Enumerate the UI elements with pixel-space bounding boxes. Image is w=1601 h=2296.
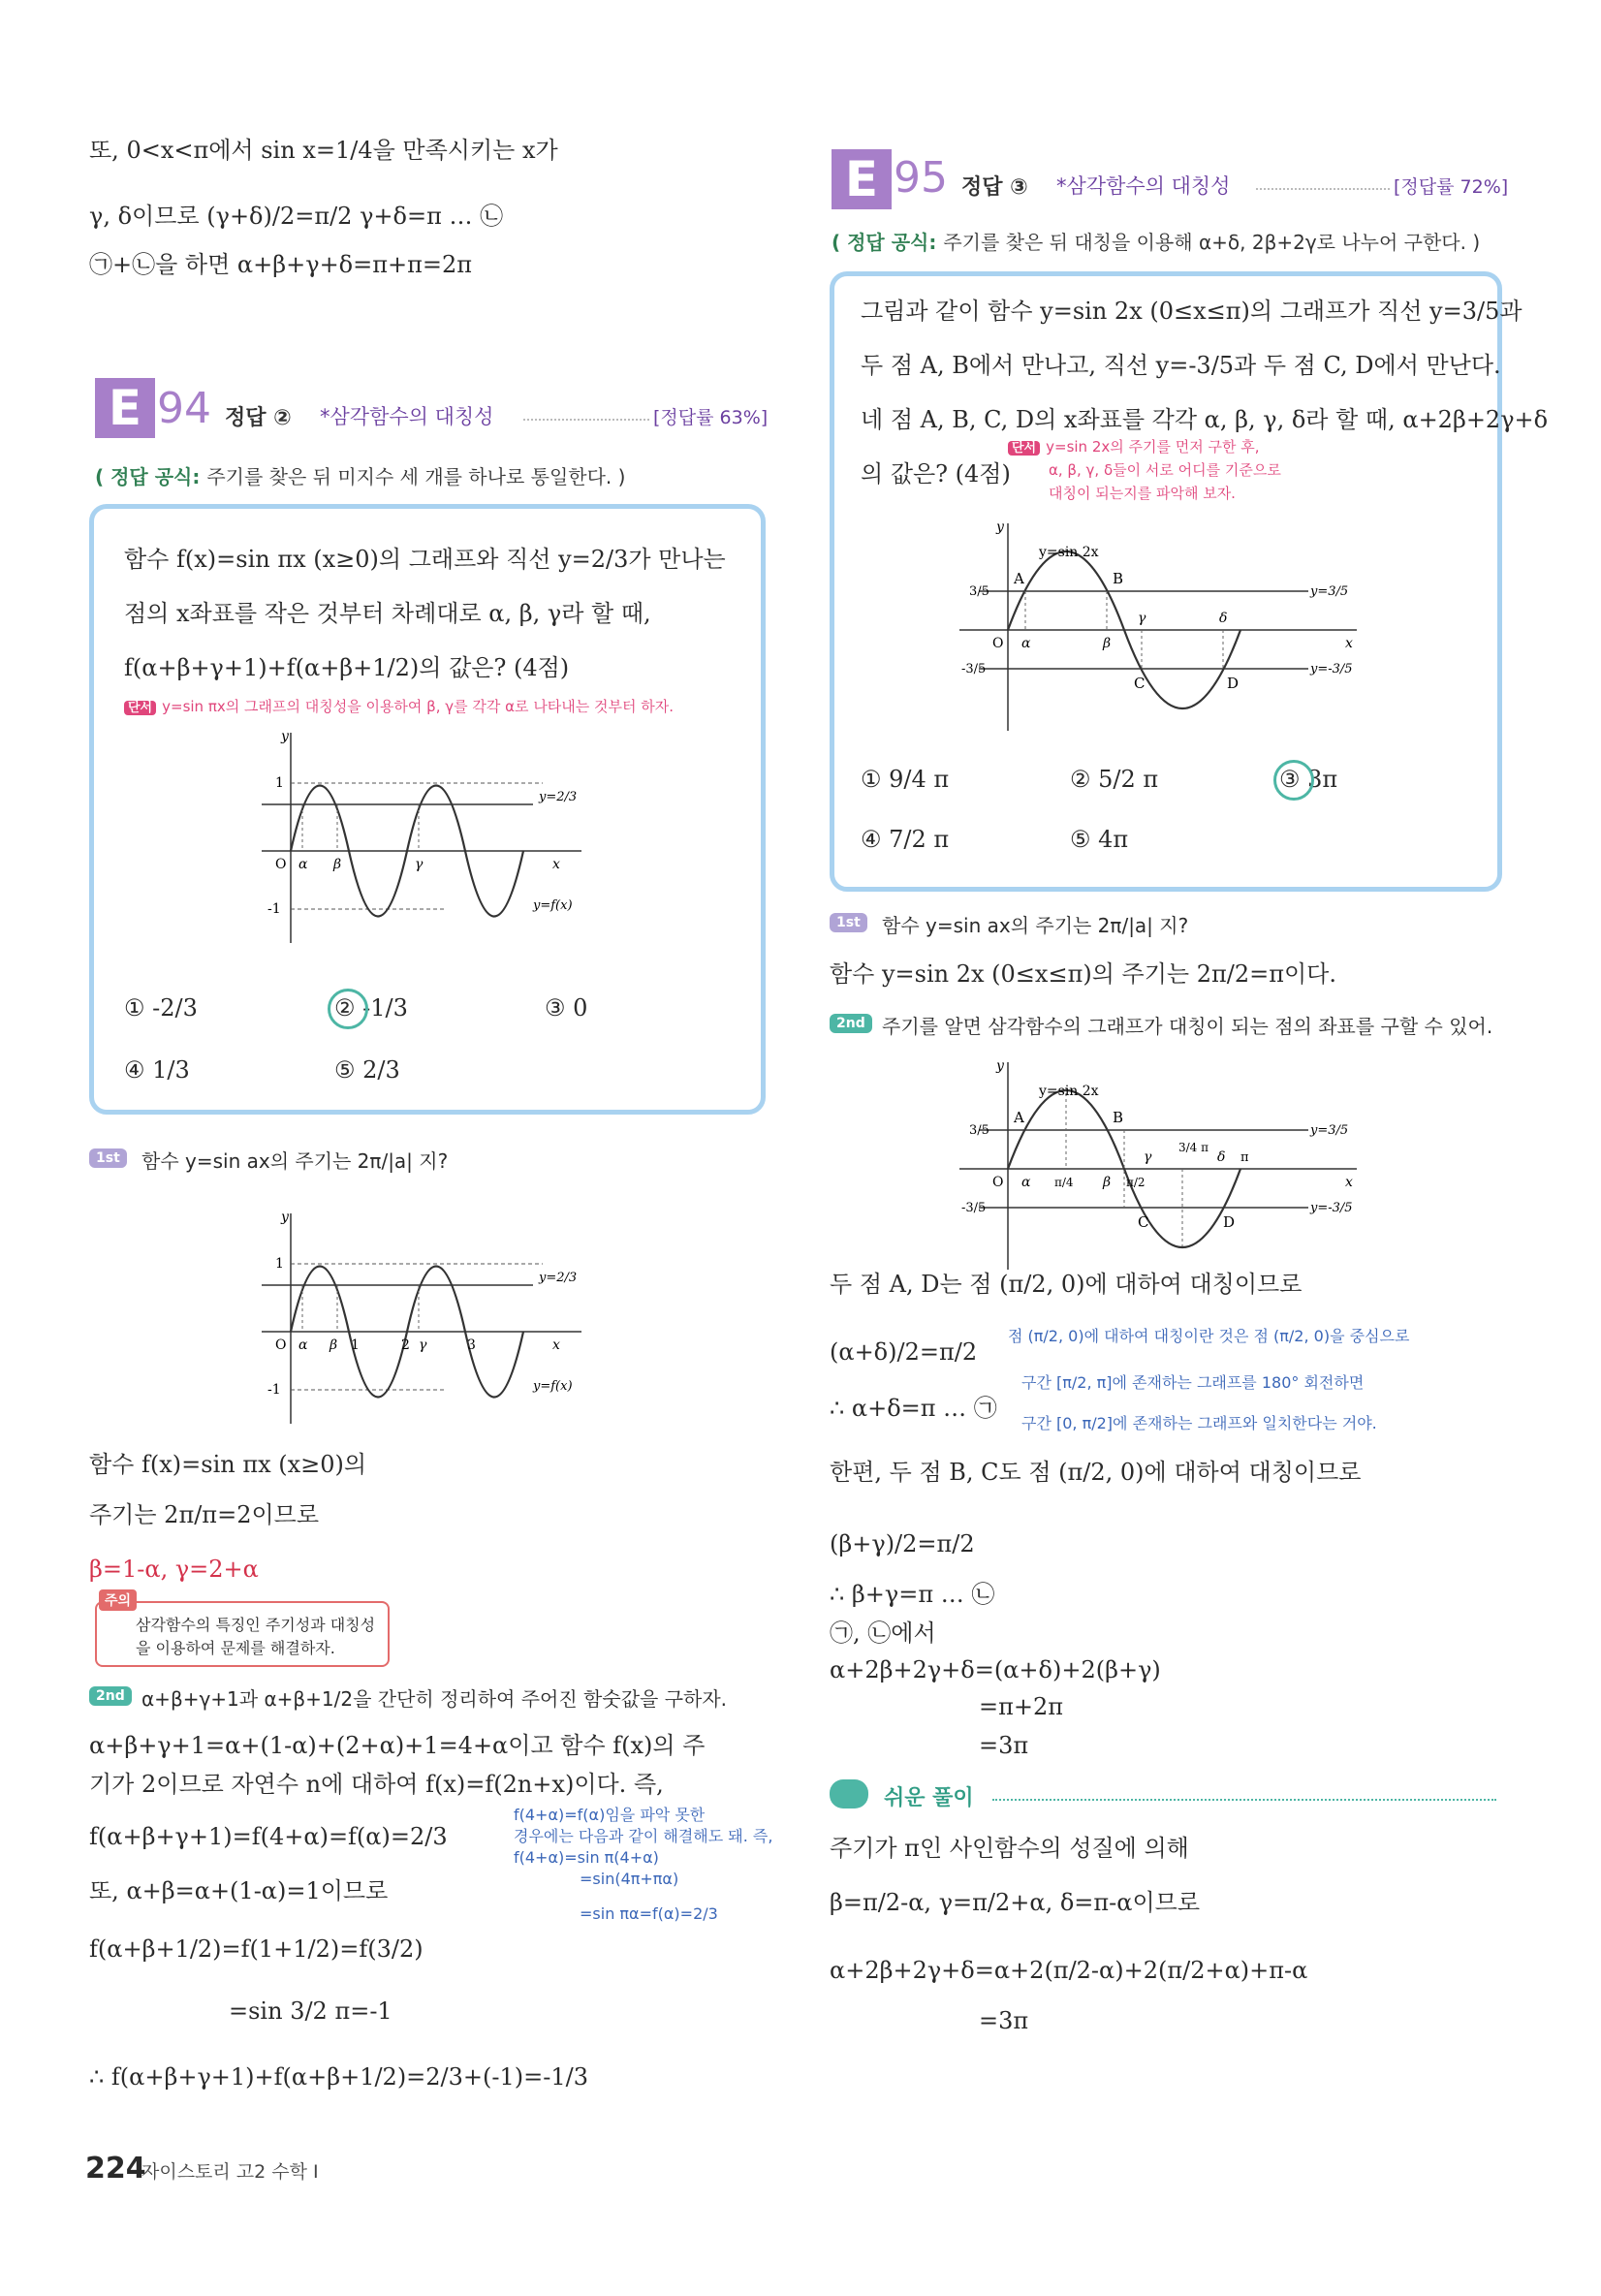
label-tick-1: 1 (351, 1337, 360, 1353)
label-origin: O (275, 1337, 287, 1353)
problem-95-letter: E (832, 149, 892, 209)
label-x: x (552, 857, 560, 872)
left-top-line2: γ, δ이므로 (γ+δ)/2=π/2 γ+δ=π … ㉡ (89, 203, 504, 230)
label-D: D (1223, 1213, 1236, 1231)
solution-94-s4: α+β+γ+1=α+(1-α)+(2+α)+1=4+α이고 함수 f(x)의 주 (89, 1732, 706, 1759)
page-number: 224 (85, 2152, 146, 2186)
caution-label: 주의 (99, 1589, 137, 1611)
problem-95-q2: 두 점 A, B에서 만나고, 직선 y=-3/5과 두 점 C, D에서 만난다. (861, 352, 1501, 379)
solution-95-s10: =π+2π (979, 1693, 1064, 1720)
label-quarter-pi: π/4 (1054, 1176, 1074, 1189)
correct-answer-mark-95 (1273, 760, 1314, 801)
problem-94-solution-graph (252, 1206, 620, 1429)
solution-94-s8: f(α+β+1/2)=f(1+1/2)=f(3/2) (89, 1935, 424, 1963)
label-x: x (1345, 1175, 1353, 1190)
formula-text: 주기를 찾은 뒤 미지수 세 개를 하나로 통일한다. ) (206, 465, 626, 488)
label-line: y=2/3 (539, 1271, 578, 1285)
solution-95-s1: 함수 y=sin 2x (0≤x≤π)의 주기는 2π/2=π이다. (830, 960, 1336, 988)
solution-95-s9: α+2β+2γ+δ=(α+δ)+2(β+γ) (830, 1656, 1161, 1683)
problem-94-answer: 정답 ② (225, 406, 292, 430)
hint-label: 단서 (124, 701, 156, 715)
problem-95-choice-2[interactable]: ② 5/2 π (1070, 766, 1159, 793)
label-one: 1 (275, 775, 284, 791)
solution-94-s3: β=1-α, γ=2+α (89, 1556, 259, 1583)
problem-94-step1: 함수 y=sin ax의 주기는 2π/|a| 지? (141, 1149, 449, 1173)
problem-94-hint (124, 696, 674, 716)
solution-95-s3: (α+δ)/2=π/2 (830, 1338, 978, 1366)
label-gamma: γ (1144, 1149, 1152, 1165)
problem-94-q2: 점의 x좌표를 작은 것부터 차례대로 α, β, γ라 할 때, (124, 600, 651, 627)
label-minus-three-fifths: -3/5 (961, 662, 987, 676)
label-origin: O (275, 857, 287, 872)
problem-94-rate: [정답률 63%] (653, 407, 769, 428)
label-pi: π (1240, 1150, 1249, 1165)
label-gamma: γ (419, 1337, 427, 1353)
solution-94-s7: 또, α+β=α+(1-α)=1이므로 (89, 1877, 389, 1904)
formula-label: ( 정답 공식: (95, 465, 201, 488)
easy-solution-e2: β=π/2-α, γ=π/2+α, δ=π-α이므로 (830, 1889, 1201, 1916)
solution-95-s6: (β+γ)/2=π/2 (830, 1530, 975, 1557)
solution-94-note-5: =sin πα=f(α)=2/3 (580, 1904, 718, 1923)
problem-95-solution-graph (950, 1054, 1376, 1277)
problem-94-choice-4[interactable]: ④ 1/3 (124, 1056, 190, 1084)
label-line-bottom: y=-3/5 (1310, 662, 1353, 676)
label-x: x (1345, 636, 1353, 651)
problem-94-choice-1[interactable]: ① -2/3 (124, 994, 198, 1022)
label-delta: δ (1219, 611, 1228, 626)
label-x: x (552, 1337, 560, 1353)
label-three-fifths: 3/5 (969, 584, 989, 599)
book-title: 자이스토리 고2 수학 I (141, 2161, 319, 2183)
problem-95-q1: 그림과 같이 함수 y=sin 2x (0≤x≤π)의 그래프가 직선 y=3/5과 (861, 298, 1523, 325)
label-tick-2: 2 (401, 1337, 410, 1353)
problem-95-choice-1[interactable]: ① 9/4 π (861, 766, 950, 793)
problem-95-graph (950, 516, 1376, 739)
hint-label: 단서 (1008, 441, 1040, 456)
label-beta: β (333, 857, 342, 872)
label-beta: β (330, 1337, 338, 1353)
problem-94-q1: 함수 f(x)=sin πx (x≥0)의 그래프와 직선 y=2/3가 만나는 (124, 546, 726, 573)
formula-text: 주기를 찾은 뒤 대칭을 이용해 α+δ, 2β+2γ로 나누어 구한다. ) (943, 231, 1481, 254)
solution-95-s7: ∴ β+γ=π … ㉡ (830, 1581, 995, 1608)
label-line: y=2/3 (539, 790, 578, 804)
solution-94-note-1: f(4+α)=f(α)임을 파악 못한 (514, 1806, 706, 1824)
problem-95-answer: 정답 ③ (961, 175, 1028, 200)
problem-95-hint-3: 대칭이 되는지를 파악해 보자. (1049, 485, 1236, 502)
solution-95-s5: 한편, 두 점 B, C도 점 (π/2, 0)에 대하여 대칭이므로 (830, 1459, 1362, 1486)
solution-94-s1: 함수 f(x)=sin πx (x≥0)의 (89, 1451, 367, 1478)
label-C: C (1138, 1213, 1149, 1231)
label-three-quarter-pi: 3/4 π (1178, 1141, 1209, 1154)
caution-text-2: 을 이용하여 문제를 해결하자. (136, 1639, 335, 1657)
label-line-top: y=3/5 (1310, 584, 1349, 599)
problem-95-step2-tag: 2nd (830, 1014, 872, 1033)
label-alpha: α (1021, 1175, 1031, 1190)
solution-95-note-2: 구간 [π/2, π]에 존재하는 그래프를 180° 회전하면 (1021, 1373, 1365, 1392)
solution-94-s2: 주기는 2π/π=2이므로 (89, 1501, 320, 1528)
problem-95-rate: [정답률 72%] (1394, 176, 1509, 198)
label-gamma: γ (415, 857, 424, 872)
solution-95-s4: ∴ α+δ=π … ㉠ (830, 1395, 997, 1422)
problem-95-hint-1 (1008, 436, 1260, 456)
problem-94-step2: α+β+γ+1과 α+β+1/2을 간단히 정리하여 주어진 함숫값을 구하자. (141, 1687, 728, 1711)
label-minus-one: -1 (267, 1382, 281, 1398)
label-beta: β (1103, 1175, 1112, 1190)
solution-94-s10: ∴ f(α+β+γ+1)+f(α+β+1/2)=2/3+(-1)=-1/3 (89, 2063, 588, 2091)
problem-95-choice-4[interactable]: ④ 7/2 π (861, 826, 950, 853)
label-y: y (996, 1058, 1004, 1074)
label-curve: y=sin 2x (1039, 1084, 1099, 1099)
left-top-line3: ㉠+㉡을 하면 α+β+γ+δ=π+π=2π (89, 251, 473, 278)
label-minus-one: -1 (267, 901, 281, 917)
problem-95-step2: 주기를 알면 삼각함수의 그래프가 대칭이 되는 점의 좌표를 구할 수 있어. (882, 1015, 1493, 1038)
problem-95-q3: 네 점 A, B, C, D의 x좌표를 각각 α, β, γ, δ라 할 때, α+2β+2γ+δ (861, 406, 1549, 433)
label-B: B (1113, 570, 1124, 587)
easy-solution-icon (830, 1779, 868, 1808)
problem-95-choice-5[interactable]: ⑤ 4π (1070, 826, 1129, 853)
caution-text-1: 삼각함수의 특징인 주기성과 대칭성 (136, 1616, 376, 1634)
solution-95-s8: ㉠, ㉡에서 (830, 1620, 936, 1647)
easy-solution-e4: =3π (979, 2007, 1029, 2034)
label-tick-3: 3 (467, 1337, 476, 1353)
problem-95-step1: 함수 y=sin ax의 주기는 2π/|a| 지? (882, 914, 1189, 937)
problem-95-hint-2: α, β, γ, δ들이 서로 어디를 기준으로 (1049, 461, 1281, 479)
label-line-bottom: y=-3/5 (1310, 1201, 1353, 1215)
problem-95-number: 95 (894, 153, 948, 203)
solution-94-s9: =sin 3/2 π=-1 (229, 1997, 392, 2025)
problem-94-number: 94 (157, 384, 211, 433)
problem-94-topic: *삼각함수의 대칭성 (320, 405, 494, 428)
easy-solution-e1: 주기가 π인 사인함수의 성질에 의해 (830, 1835, 1189, 1862)
problem-94-step1-tag: 1st (89, 1148, 127, 1168)
label-curve: y=f(x) (533, 898, 573, 913)
problem-94-choice-5[interactable]: ⑤ 2/3 (334, 1056, 400, 1084)
problem-95-choice-3[interactable]: ③ 3π (1279, 766, 1338, 793)
solution-95-note-1: 점 (π/2, 0)에 대하여 대칭이란 것은 점 (π/2, 0)을 중심으로 (1008, 1327, 1410, 1345)
problem-94-leader (523, 419, 649, 421)
label-alpha: α (1021, 636, 1031, 651)
label-minus-three-fifths: -3/5 (961, 1201, 987, 1215)
easy-solution-e3: α+2β+2γ+δ=α+2(π/2-α)+2(π/2+α)+π-α (830, 1957, 1308, 1984)
easy-solution-title: 쉬운 풀이 (884, 1786, 974, 1810)
problem-94-choice-3[interactable]: ③ 0 (545, 994, 588, 1022)
solution-95-s2: 두 점 A, D는 점 (π/2, 0)에 대하여 대칭이므로 (830, 1271, 1303, 1298)
label-three-fifths: 3/5 (969, 1123, 989, 1138)
label-C: C (1134, 675, 1146, 692)
solution-94-s5: 기가 2이므로 자연수 n에 대하여 f(x)=f(2n+x)이다. 즉, (89, 1771, 664, 1798)
label-curve: y=f(x) (533, 1379, 573, 1394)
problem-95-step1-tag: 1st (830, 913, 867, 932)
solution-94-note-4: =sin(4π+πα) (580, 1870, 679, 1888)
label-origin: O (992, 1175, 1004, 1190)
solution-94-note-3: f(4+α)=sin π(4+α) (514, 1848, 659, 1867)
label-alpha: α (298, 1337, 308, 1353)
problem-94-choice-2[interactable]: ② -1/3 (334, 994, 408, 1022)
label-A: A (1014, 570, 1024, 587)
problem-94-letter: E (95, 378, 155, 438)
solution-94-note-2: 경우에는 다음과 같이 해결해도 돼. 즉, (514, 1827, 773, 1845)
hint-text: y=sin πx의 그래프의 대칭성을 이용하여 β, γ를 각각 α로 나타내는 것부터 하자. (162, 698, 675, 715)
problem-94-q3: f(α+β+γ+1)+f(α+β+1/2)의 값은? (4점) (124, 654, 570, 681)
problem-94-step2-tag: 2nd (89, 1686, 132, 1706)
solution-95-s11: =3π (979, 1732, 1029, 1759)
label-gamma: γ (1138, 611, 1146, 626)
label-beta: β (1103, 636, 1112, 651)
problem-94-formula (95, 461, 625, 489)
solution-94-s6: f(α+β+γ+1)=f(4+α)=f(α)=2/3 (89, 1823, 448, 1850)
label-curve: y=sin 2x (1039, 545, 1099, 560)
label-A: A (1014, 1109, 1024, 1126)
label-alpha: α (298, 857, 308, 872)
label-one: 1 (275, 1256, 284, 1272)
label-line-top: y=3/5 (1310, 1123, 1349, 1138)
problem-95-q4: 의 값은? (4점) (861, 460, 1011, 488)
easy-solution-wave (992, 1799, 1496, 1801)
label-y: y (281, 729, 289, 744)
label-y: y (281, 1210, 289, 1225)
label-origin: O (992, 636, 1004, 651)
problem-95-formula (832, 227, 1480, 255)
label-D: D (1227, 675, 1240, 692)
correct-answer-mark-94 (328, 989, 368, 1029)
label-half-pi: π/2 (1126, 1176, 1146, 1189)
solution-95-note-3: 구간 [0, π/2]에 존재하는 그래프와 일치한다는 거야. (1021, 1414, 1377, 1432)
hint-text-1: y=sin 2x의 주기를 먼저 구한 후, (1046, 438, 1260, 456)
problem-95-leader (1256, 188, 1390, 190)
label-delta: δ (1217, 1149, 1226, 1165)
formula-label: ( 정답 공식: (832, 231, 937, 254)
label-y: y (996, 519, 1004, 535)
label-B: B (1113, 1109, 1124, 1126)
problem-95-topic: *삼각함수의 대칭성 (1056, 174, 1231, 198)
left-top-line1: 또, 0<x<π에서 sin x=1/4을 만족시키는 x가 (89, 137, 558, 164)
problem-94-graph (252, 725, 620, 948)
